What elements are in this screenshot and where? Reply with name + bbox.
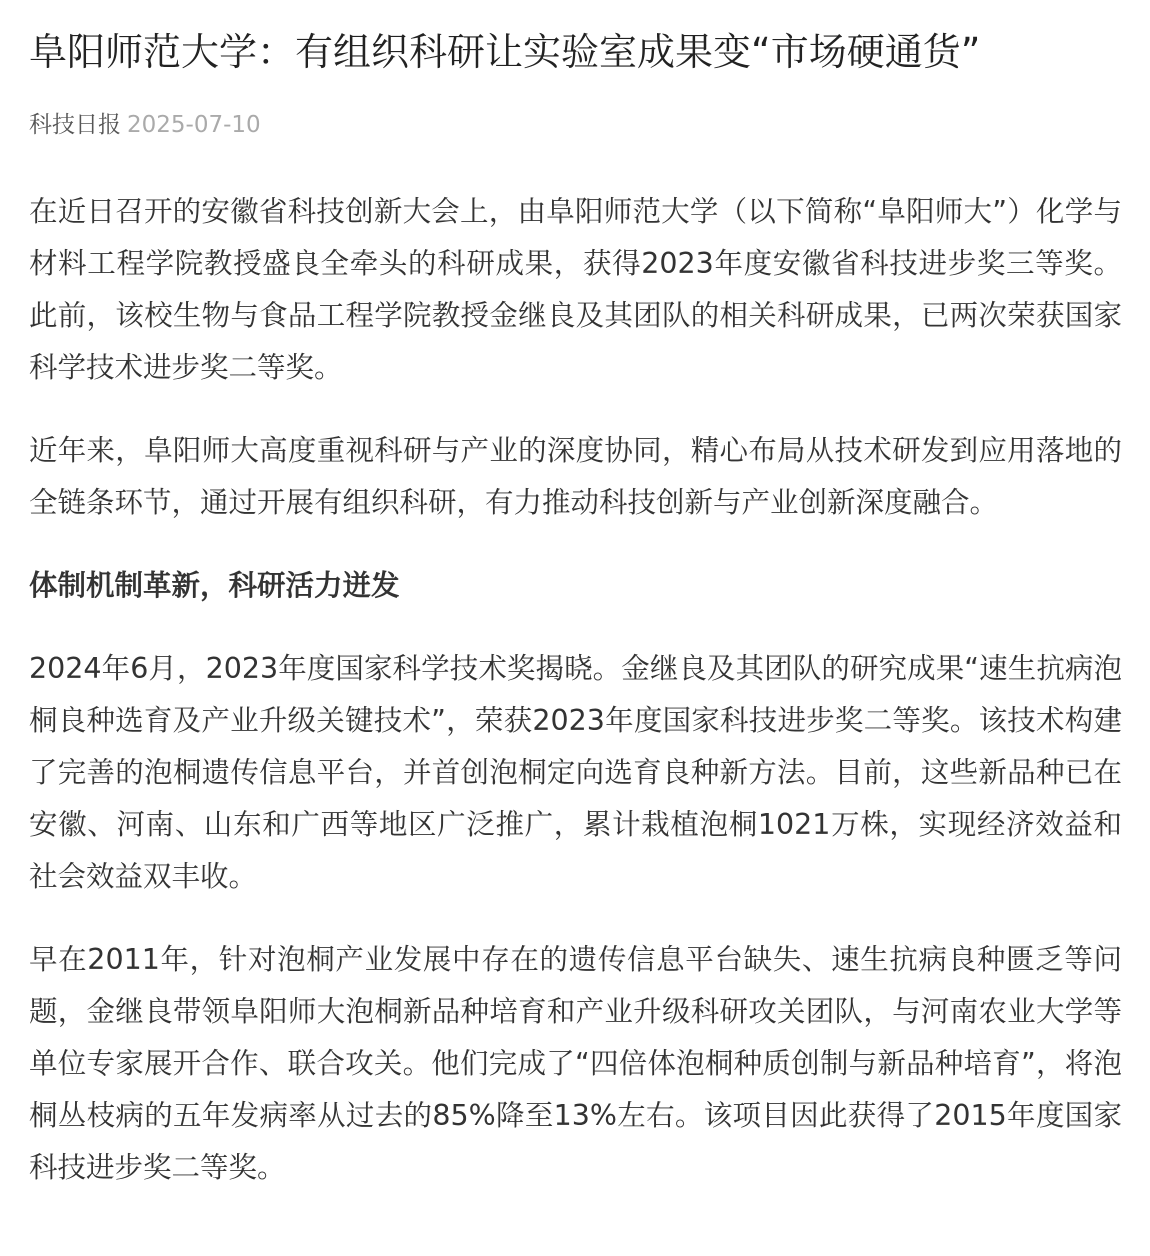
article-title: 阜阳师范大学：有组织科研让实验室成果变“市场硬通货” <box>29 30 981 74</box>
article-date: 2025-07-10 <box>127 112 261 138</box>
article-body <box>29 186 1122 1194</box>
paragraph-1: 在近日召开的安徽省科技创新大会上，由阜阳师范大学（以下简称“阜阳师大”）化学与材料工程学院教授盛良全牵头的科研成果，获得2023年度安徽省科技进步奖三等奖。此前，该校生物与食品工程学院教授金继良及其团队的相关科研成果，已两次荣获国家科学技术进步奖二等奖。 <box>29 195 1122 384</box>
paragraph-4: 早在2011年，针对泡桐产业发展中存在的遗传信息平台缺失、速生抗病良种匮乏等问题，金继良带领阜阳师大泡桐新品种培育和产业升级科研攻关团队，与河南农业大学等单位专家展开合作、联合攻关。他们完成了“四倍体泡桐种质创制与新品种培育”，将泡桐丛枝病的五年发病率从过去的85%降至13%左右。该项目因此获得了2015年度国家科技进步奖二等奖。 <box>29 943 1122 1184</box>
paragraph-3: 2024年6月，2023年度国家科学技术奖揭晓。金继良及其团队的研究成果“速生抗病泡桐良种选育及产业升级关键技术”，荣获2023年度国家科技进步奖二等奖。该技术构建了完善的泡桐遗传信息平台，并首创泡桐定向选育良种新方法。目前，这些新品种已在安徽、河南、山东和广西等地区广泛推广，累计栽植泡桐1021万株，实现经济效益和社会效益双丰收。 <box>29 652 1122 893</box>
paragraph-2: 近年来，阜阳师大高度重视科研与产业的深度协同，精心布局从技术研发到应用落地的全链条环节，通过开展有组织科研，有力推动科技创新与产业创新深度融合。 <box>29 434 1122 519</box>
article-meta <box>29 110 1122 140</box>
section-heading: 体制机制革新，科研活力迸发 <box>29 569 400 602</box>
article-source: 科技日报 <box>29 112 121 138</box>
